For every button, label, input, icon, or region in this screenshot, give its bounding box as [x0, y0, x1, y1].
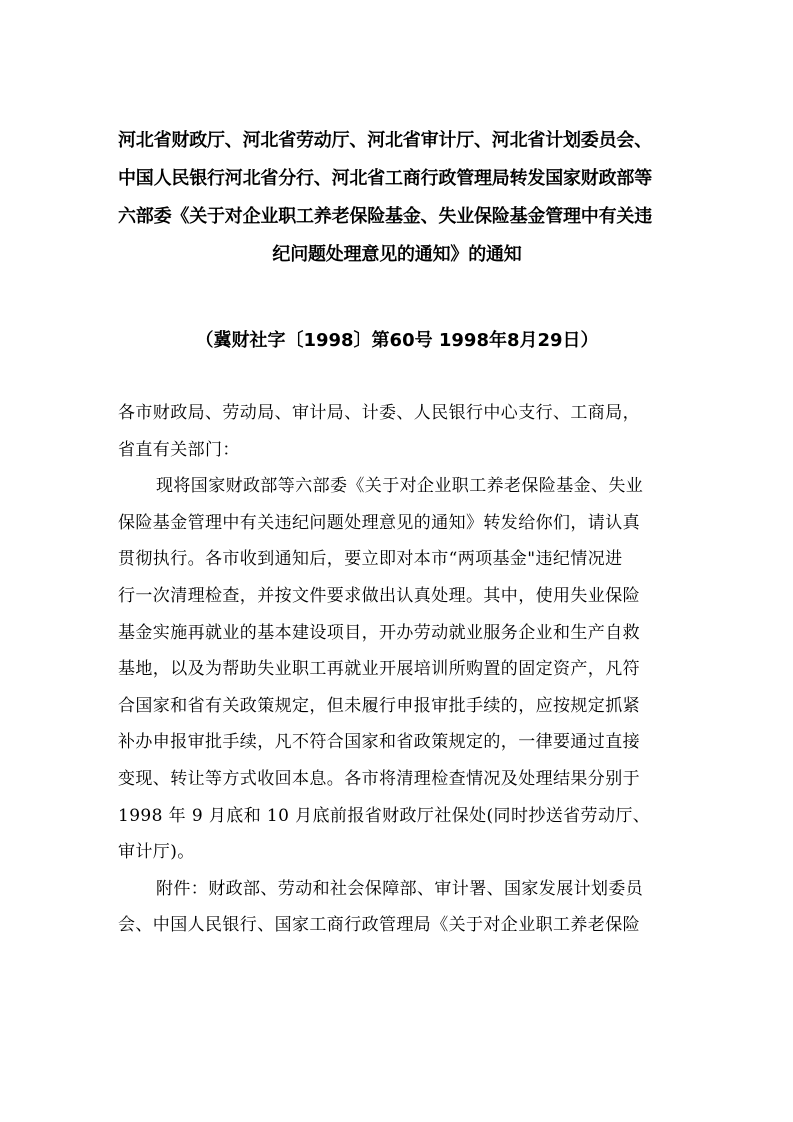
- attachment-line: 会、中国人民银行、国家工商行政管理局《关于对企业职工养老保险: [118, 915, 640, 936]
- paragraph-line: 1998 年 9 月底和 10 月底前报省财政厅社保处(同时抄送省劳动厅、: [118, 805, 651, 826]
- paragraph-line: 保险基金管理中有关违纪问题处理意见的通知》转发给你们，请认真: [118, 512, 640, 533]
- title-line: 河北省财政厅、河北省劳动厅、河北省审计厅、河北省计划委员会、: [118, 130, 652, 151]
- title-line: 纪问题处理意见的通知》的通知: [272, 244, 522, 265]
- title-line: 中国人民银行河北省分行、河北省工商行政管理局转发国家财政部等: [118, 168, 652, 189]
- paragraph-line: 贯彻执行。各市收到通知后，要立即对本市“两项基金"违纪情况进: [118, 549, 623, 570]
- paragraph-line: 基地，以及为帮助失业职工再就业开展培训所购置的固定资产，凡符: [118, 659, 640, 680]
- paragraph-line: 基金实施再就业的基本建设项目，开办劳动就业服务企业和生产自救: [118, 622, 640, 643]
- paragraph-line: 现将国家财政部等六部委《关于对企业职工养老保险基金、失业: [156, 476, 644, 497]
- paragraph-line: 审计厅)。: [118, 842, 195, 863]
- addressee-line: 各市财政局、劳动局、审计局、计委、人民银行中心支行、工商局，: [118, 403, 640, 423]
- paragraph-line: 变现、转让等方式收回本息。各市将清理检查情况及处理结果分别于: [118, 768, 640, 789]
- document-reference-number: （冀财社字〔1998〕第60号 1998年8月29日）: [195, 330, 599, 351]
- attachment-line: 附件：财政部、劳动和社会保障部、审计署、国家发展计划委员: [156, 878, 644, 899]
- addressee-line: 省直有关部门：: [118, 439, 240, 460]
- document-title: [118, 122, 676, 274]
- title-line: 六部委《关于对企业职工养老保险基金、失业保险基金管理中有关违: [118, 206, 652, 227]
- document-body: [118, 395, 678, 944]
- paragraph-line: 补办申报审批手续，凡不符合国家和省政策规定的，一律要通过直接: [118, 732, 640, 753]
- paragraph-line: 合国家和省有关政策规定，但未履行申报审批手续的，应按规定抓紧: [118, 695, 640, 716]
- paragraph-line: 行一次清理检查，并按文件要求做出认真处理。其中，使用失业保险: [118, 585, 640, 606]
